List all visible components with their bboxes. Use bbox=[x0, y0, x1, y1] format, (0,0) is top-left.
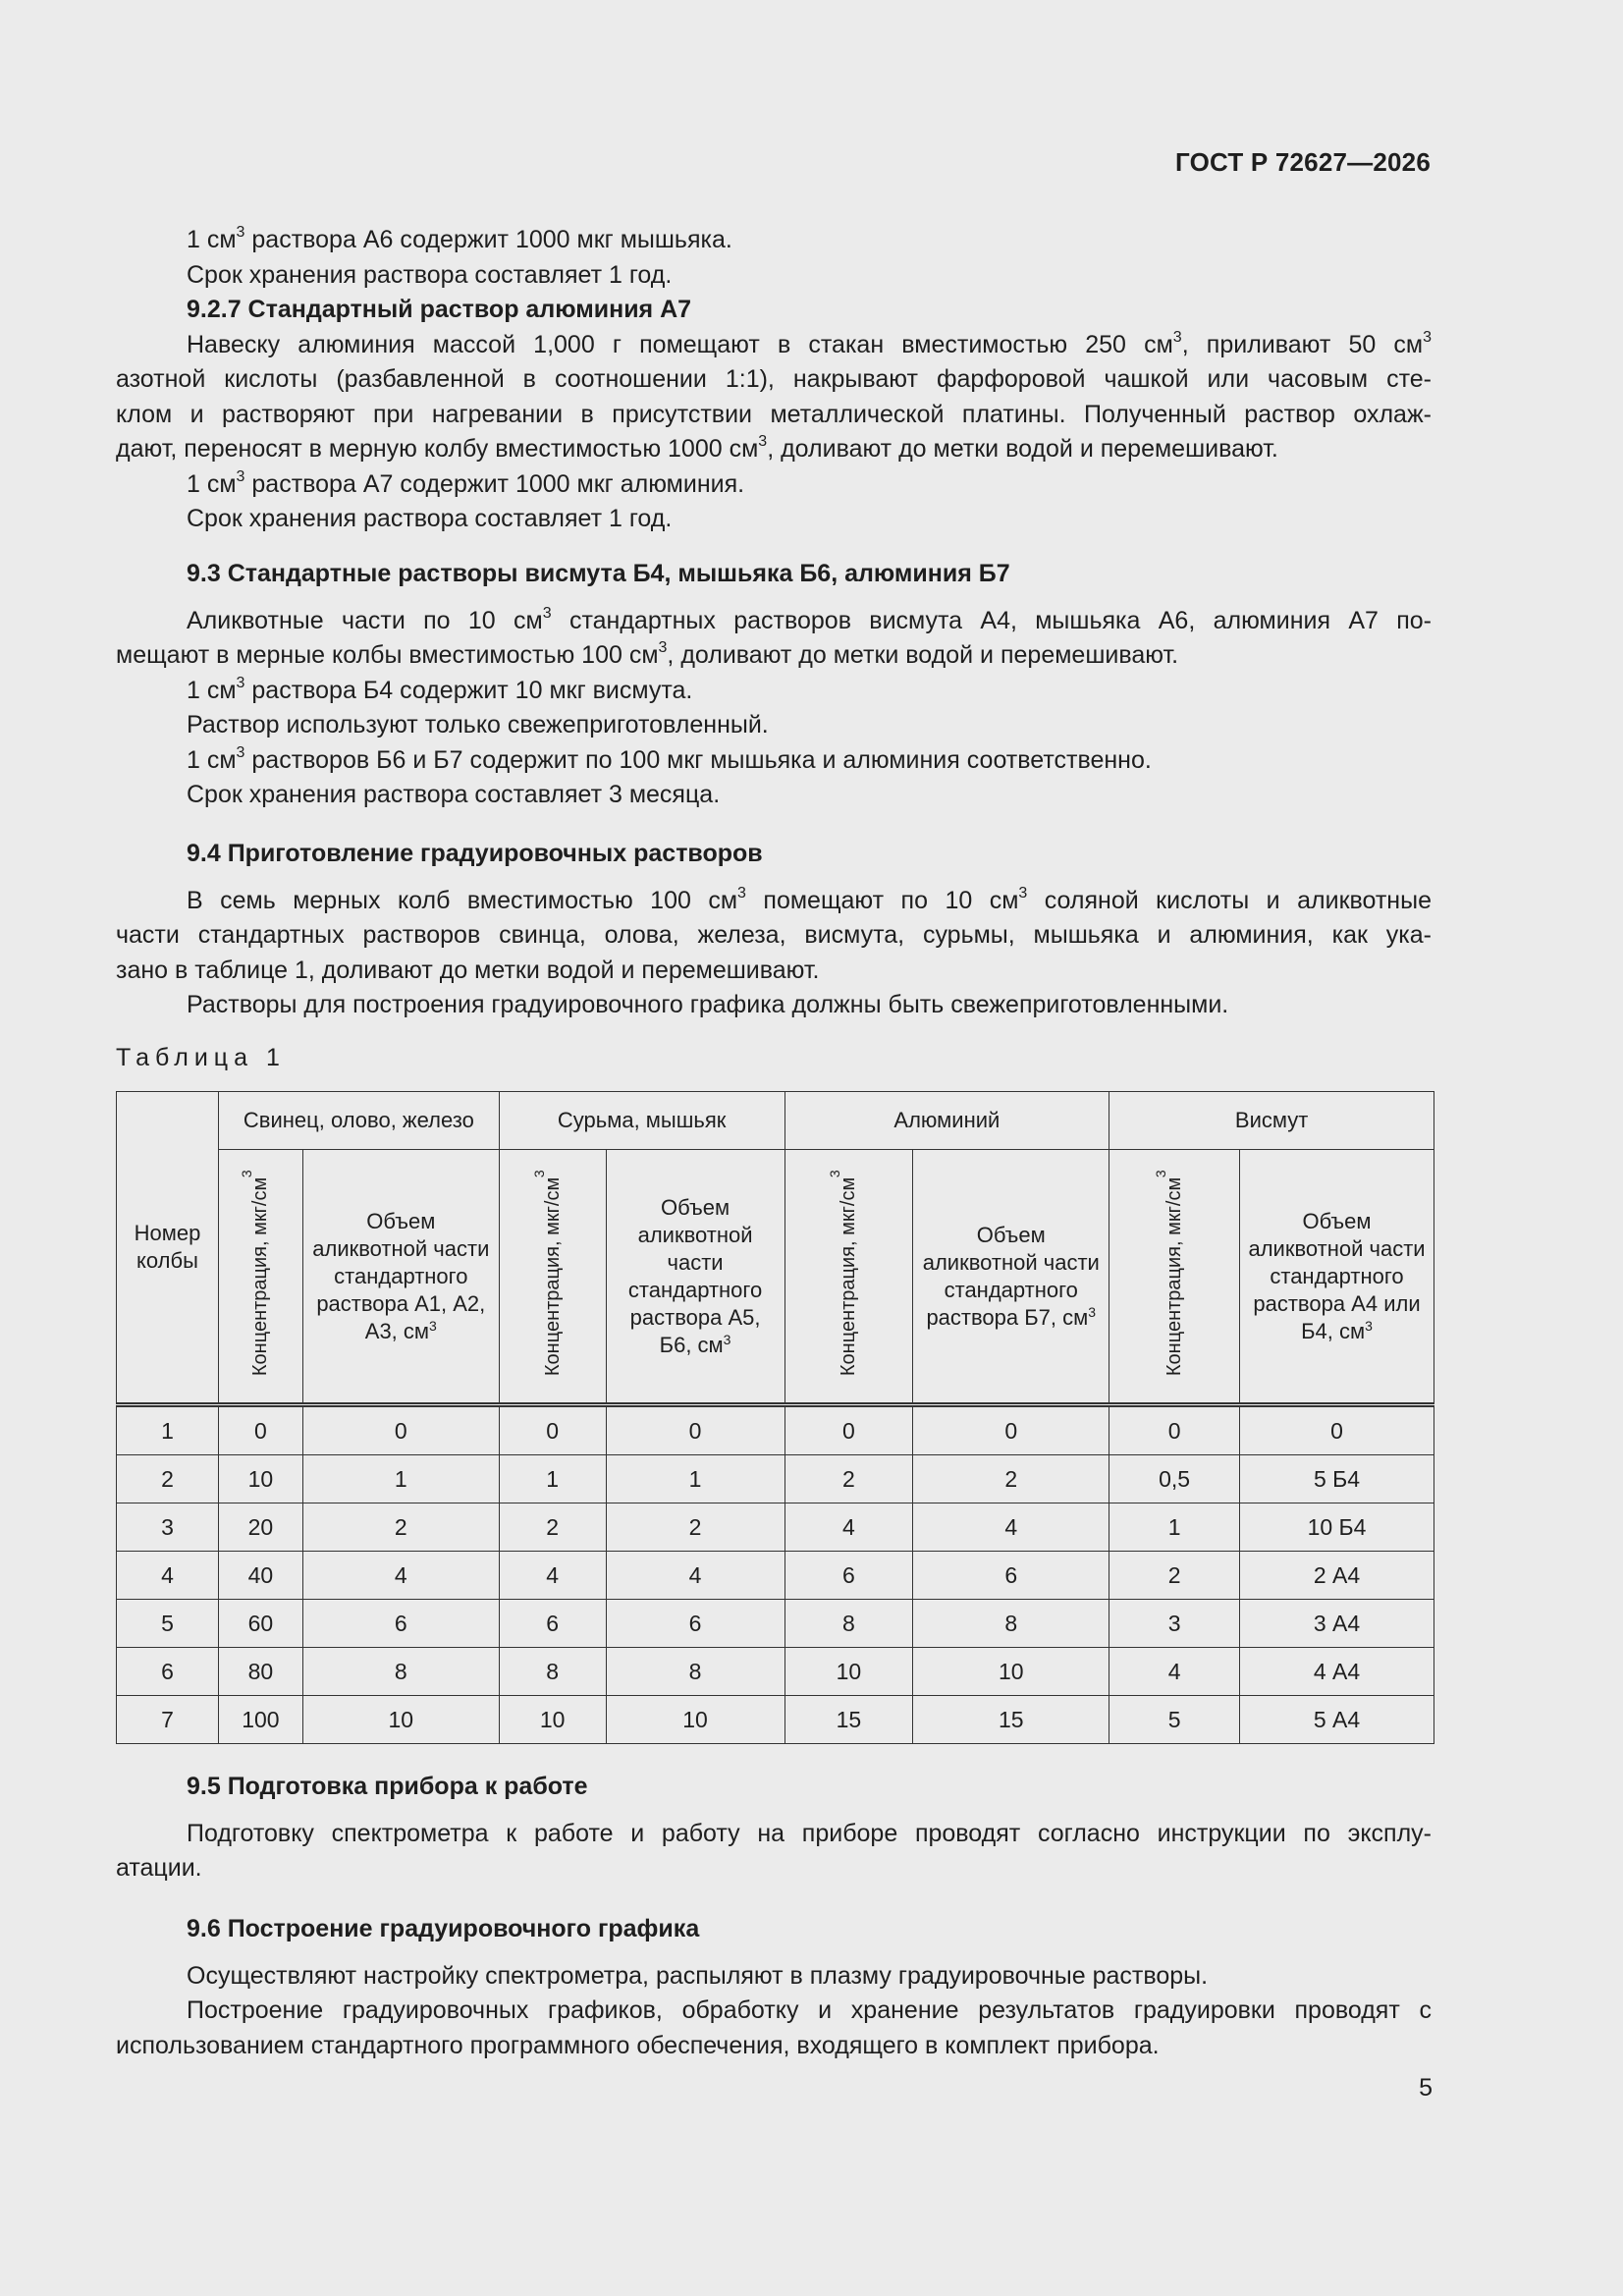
table-cell: 4 А4 bbox=[1240, 1648, 1434, 1696]
table-cell: 15 bbox=[913, 1696, 1109, 1744]
table-cell: 6 bbox=[784, 1552, 913, 1600]
paragraph-line: клом и растворяют при нагревании в присутствии металлической платины. Полученный раствор охлаж- bbox=[116, 400, 1432, 428]
table-cell: 0 bbox=[218, 1405, 302, 1455]
table-cell: 0 bbox=[1240, 1405, 1434, 1455]
table-cell: 4 bbox=[784, 1503, 913, 1552]
calibration-table bbox=[116, 1091, 1434, 1744]
table-row bbox=[117, 1552, 1434, 1600]
table-cell: 10 bbox=[499, 1696, 606, 1744]
table-cell: 5 bbox=[117, 1600, 219, 1648]
table-row bbox=[117, 1600, 1434, 1648]
table-cell: 3 А4 bbox=[1240, 1600, 1434, 1648]
table-cell: 2 bbox=[606, 1503, 784, 1552]
table-cell: 10 bbox=[784, 1648, 913, 1696]
table-cell: 2 bbox=[499, 1503, 606, 1552]
section-heading-9-5: 9.5 Подготовка прибора к работе bbox=[187, 1773, 588, 1800]
table-cell: 1 bbox=[302, 1455, 499, 1503]
table-cell: 5 А4 bbox=[1240, 1696, 1434, 1744]
subsection-heading-9-2-7: 9.2.7 Стандартный раствор алюминия А7 bbox=[187, 296, 692, 323]
paragraph-line: Подготовку спектрометра к работе и работу на приборе проводят согласно инструкции по эксплу- bbox=[187, 1819, 1432, 1847]
table-cell: 2 bbox=[784, 1455, 913, 1503]
table-cell: 6 bbox=[499, 1600, 606, 1648]
table-row bbox=[117, 1405, 1434, 1455]
table-cell: 10 bbox=[218, 1455, 302, 1503]
header-concentration: Концентрация, мкг/$см^3$ bbox=[218, 1150, 302, 1405]
header-volume: Объем аликвотной части стандартного раствора А4 или Б4, $см^3$ bbox=[1240, 1150, 1434, 1405]
table-cell: 4 bbox=[499, 1552, 606, 1600]
table-cell: 8 bbox=[499, 1648, 606, 1696]
section-heading-9-6: 9.6 Построение градуировочного графика bbox=[187, 1915, 700, 1942]
paragraph-line: атации. bbox=[116, 1854, 202, 1882]
table-cell: 1 bbox=[499, 1455, 606, 1503]
table-cell: 4 bbox=[913, 1503, 1109, 1552]
table-cell: 6 bbox=[913, 1552, 1109, 1600]
table-cell: 4 bbox=[606, 1552, 784, 1600]
paragraph-line: зано в таблице 1, доливают до метки водой и перемешивают. bbox=[116, 956, 820, 984]
paragraph: Растворы для построения градуировочного графика должны быть свежеприготовленными. bbox=[187, 991, 1229, 1018]
section-9-3-block bbox=[116, 557, 1432, 813]
paragraph: 1 $см^3$ раствора Б4 содержит 10 мкг висмута. bbox=[187, 674, 693, 704]
table-cell: 7 bbox=[117, 1696, 219, 1744]
table-cell: 0 bbox=[606, 1405, 784, 1455]
standard-code-header: ГОСТ Р 72627—2026 bbox=[1175, 147, 1431, 177]
table-row bbox=[117, 1455, 1434, 1503]
paragraph: Осуществляют настройку спектрометра, распыляют в плазму градуировочные растворы. bbox=[187, 1961, 1209, 1990]
table-cell: 2 А4 bbox=[1240, 1552, 1434, 1600]
paragraph: Срок хранения раствора составляет 1 год. bbox=[187, 260, 673, 289]
paragraph: 1 $см^3$ раствора А7 содержит 1000 мкг алюминия. bbox=[187, 467, 745, 498]
header-volume: Объем аликвотной части стандартного раствора Б7, $см^3$ bbox=[913, 1150, 1109, 1405]
paragraph: 1 $см^3$ раствора А6 содержит 1000 мкг мышьяка. bbox=[187, 224, 732, 253]
table-cell: 0 bbox=[302, 1405, 499, 1455]
section-heading-9-3: 9.3 Стандартные растворы висмута Б4, мышьяка Б6, алюминия Б7 bbox=[187, 560, 1010, 587]
paragraph: 1 $см^3$ растворов Б6 и Б7 содержит по 100 мкг мышьяка и алюминия соответственно. bbox=[187, 743, 1152, 774]
table-cell: 1 bbox=[117, 1405, 219, 1455]
table-cell: 1 bbox=[1109, 1503, 1240, 1552]
table-cell: 6 bbox=[117, 1648, 219, 1696]
table-cell: 80 bbox=[218, 1648, 302, 1696]
header-concentration: Концентрация, мкг/$см^3$ bbox=[784, 1150, 913, 1405]
paragraph: Раствор используют только свежеприготовленный. bbox=[187, 711, 769, 738]
table-cell: 6 bbox=[302, 1600, 499, 1648]
paragraph: Срок хранения раствора составляет 1 год. bbox=[187, 505, 673, 532]
header-volume: Объем аликвотной части стандартного раствора А5, Б6, $см^3$ bbox=[606, 1150, 784, 1405]
table-cell: 15 bbox=[784, 1696, 913, 1744]
table-cell: 4 bbox=[302, 1552, 499, 1600]
table-header-row bbox=[117, 1092, 1434, 1150]
table-cell: 20 bbox=[218, 1503, 302, 1552]
header-flask-number: Номер колбы bbox=[117, 1092, 219, 1405]
table-cell: 60 bbox=[218, 1600, 302, 1648]
header-group: Висмут bbox=[1109, 1092, 1434, 1150]
table-cell: 40 bbox=[218, 1552, 302, 1600]
header-group: Сурьма, мышьяк bbox=[499, 1092, 784, 1150]
section-9-6-block bbox=[116, 1912, 1432, 2063]
paragraph-line: Аликвотные части по 10 $см^3$ стандартных растворов висмута А4, мышьяка А6, алюминия А7 по- bbox=[187, 604, 1432, 634]
table-cell: 8 bbox=[302, 1648, 499, 1696]
table-row bbox=[117, 1503, 1434, 1552]
section-9-4-block bbox=[116, 837, 1432, 1023]
table-cell: 10 bbox=[913, 1648, 1109, 1696]
table-cell: 0 bbox=[499, 1405, 606, 1455]
table-cell: 6 bbox=[606, 1600, 784, 1648]
table-cell: 4 bbox=[117, 1552, 219, 1600]
table-cell: 0 bbox=[784, 1405, 913, 1455]
table-cell: 100 bbox=[218, 1696, 302, 1744]
paragraph-line: Построение градуировочных графиков, обработку и хранение результатов градуировки проводят с bbox=[187, 1996, 1432, 2024]
paragraph-line: Навеску алюминия массой 1,000 г помещают в стакан вместимостью 250 $см^3$, приливают 50 $см^3$ bbox=[187, 328, 1432, 358]
table-cell: 10 Б4 bbox=[1240, 1503, 1434, 1552]
paragraph-line: дают, переносят в мерную колбу вместимостью 1000 $см^3$, доливают до метки водой и перемешивают. bbox=[116, 433, 1278, 463]
table-cell: 4 bbox=[1109, 1648, 1240, 1696]
header-concentration: Концентрация, мкг/$см^3$ bbox=[499, 1150, 606, 1405]
section-9-5-block bbox=[116, 1770, 1432, 1886]
table-cell: 1 bbox=[606, 1455, 784, 1503]
table-caption: Таблица 1 bbox=[116, 1044, 286, 1071]
table-cell: 10 bbox=[302, 1696, 499, 1744]
table-cell: 5 bbox=[1109, 1696, 1240, 1744]
section-9-2-block bbox=[116, 223, 1432, 537]
table-cell: 2 bbox=[117, 1455, 219, 1503]
table-cell: 2 bbox=[302, 1503, 499, 1552]
paragraph: Срок хранения раствора составляет 3 месяца. bbox=[187, 781, 721, 808]
table-cell: 5 Б4 bbox=[1240, 1455, 1434, 1503]
header-group: Алюминий bbox=[784, 1092, 1109, 1150]
table-cell: 10 bbox=[606, 1696, 784, 1744]
paragraph-line: мещают в мерные колбы вместимостью 100 $см^3$, доливают до метки водой и перемешивают. bbox=[116, 639, 1179, 669]
table-cell: 8 bbox=[913, 1600, 1109, 1648]
paragraph-line: азотной кислоты (разбавленной в соотношении 1:1), накрывают фарфоровой чашкой или часовым сте- bbox=[116, 365, 1432, 393]
table-cell: 0 bbox=[1109, 1405, 1240, 1455]
table-cell: 2 bbox=[913, 1455, 1109, 1503]
header-group: Свинец, олово, железо bbox=[218, 1092, 499, 1150]
paragraph-line: использованием стандартного программного обеспечения, входящего в комплект прибора. bbox=[116, 2031, 1160, 2059]
table-subheader-row bbox=[117, 1150, 1434, 1405]
table-row bbox=[117, 1648, 1434, 1696]
header-concentration: Концентрация, мкг/$см^3$ bbox=[1109, 1150, 1240, 1405]
table-cell: 0,5 bbox=[1109, 1455, 1240, 1503]
header-volume: Объем аликвотной части стандартного раствора А1, А2, А3, $см^3$ bbox=[302, 1150, 499, 1405]
table-cell: 0 bbox=[913, 1405, 1109, 1455]
table-cell: 8 bbox=[784, 1600, 913, 1648]
page-number: 5 bbox=[1419, 2074, 1433, 2102]
table-cell: 3 bbox=[117, 1503, 219, 1552]
table-cell: 8 bbox=[606, 1648, 784, 1696]
table-row bbox=[117, 1696, 1434, 1744]
table-cell: 2 bbox=[1109, 1552, 1240, 1600]
section-heading-9-4: 9.4 Приготовление градуировочных растворов bbox=[187, 840, 763, 867]
paragraph-line: части стандартных растворов свинца, олова, железа, висмута, сурьмы, мышьяка и алюминия, как ука- bbox=[116, 921, 1432, 949]
table-cell: 3 bbox=[1109, 1600, 1240, 1648]
paragraph-line: В семь мерных колб вместимостью 100 $см^3$ помещают по 10 $см^3$ соляной кислоты и аликвотные bbox=[187, 884, 1432, 914]
